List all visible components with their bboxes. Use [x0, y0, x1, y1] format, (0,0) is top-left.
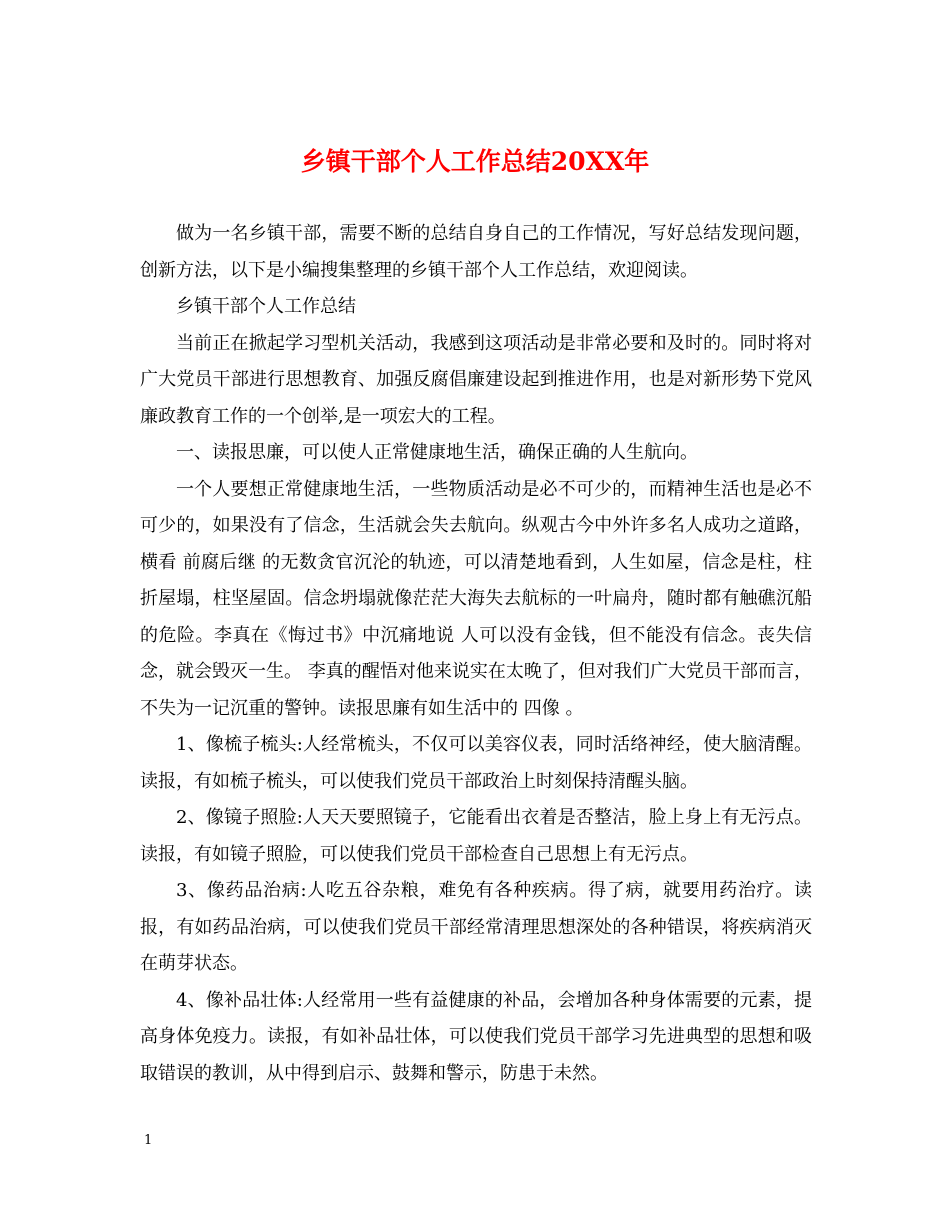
paragraph-section-body: 一个人要想正常健康地生活，一些物质活动是必不可少的，而精神生活也是必不可少的，如果没有了信念，生活就会失去航向。纵观古今中外许多名人成功之道路，横看 前腐后继 的无数贪官沉沦的轨迹，可以清楚地看到，人生如屋，信念是柱，柱折屋塌，柱坚屋固。信念坍塌就像茫茫大海失去航标的一叶扁舟，随时都有触礁沉船的危险。李真在《悔过书》中沉痛地说 人可以没有金钱，但不能没有信念。丧失信念，就会毁灭一生。 李真的醒悟对他来说实在太晚了，但对我们广大党员干部而言，不失为一记沉重的警钟。读报思廉有如生活中的 四像 。: [140, 478, 812, 719]
paragraph-intro: 做为一名乡镇干部，需要不断的总结自身自己的工作情况，写好总结发现问题，创新方法，以下是小编搜集整理的乡镇干部个人工作总结，欢迎阅读。: [140, 223, 812, 281]
paragraph-background: 当前正在掀起学习型机关活动，我感到这项活动是非常必要和及时的。同时将对广大党员干部进行思想教育、加强反腐倡廉建设起到推进作用，也是对新形势下党风廉政教育工作的一个创举,是一项宏大的工程。: [140, 332, 812, 427]
paragraph-subheading: 乡镇干部个人工作总结: [176, 296, 356, 317]
page-number: 1: [144, 1133, 153, 1148]
document-body: [140, 216, 812, 1092]
document-title: 乡镇干部个人工作总结20XX年: [300, 147, 650, 176]
paragraph-item-2: 2、像镜子照脸:人天天要照镜子，它能看出衣着是否整洁，脸上身上有无污点。读报，有如镜子照脸，可以使我们党员干部检查自己思想上有无污点。: [140, 807, 812, 865]
paragraph-item-3: 3、像药品治病:人吃五谷杂粮，难免有各种疾病。得了病，就要用药治疗。读报，有如药品治病，可以使我们党员干部经常清理思想深处的各种错误，将疾病消灭在萌芽状态。: [140, 880, 812, 974]
paragraph-item-1: 1、像梳子梳头:人经常梳头，不仅可以美容仪表，同时活络神经，使大脑清醒。读报，有如梳子梳头，可以使我们党员干部政治上时刻保持清醒头脑。: [140, 734, 812, 792]
paragraph-item-4: 4、像补品壮体:人经常用一些有益健康的补品，会增加各种身体需要的元素，提高身体免疫力。读报，有如补品壮体，可以使我们党员干部学习先进典型的思想和吸取错误的教训，从中得到启示、鼓舞和警示，防患于未然。: [140, 989, 812, 1084]
paragraph-section-heading: 一、读报思廉，可以使人正常健康地生活，确保正确的人生航向。: [176, 442, 698, 463]
